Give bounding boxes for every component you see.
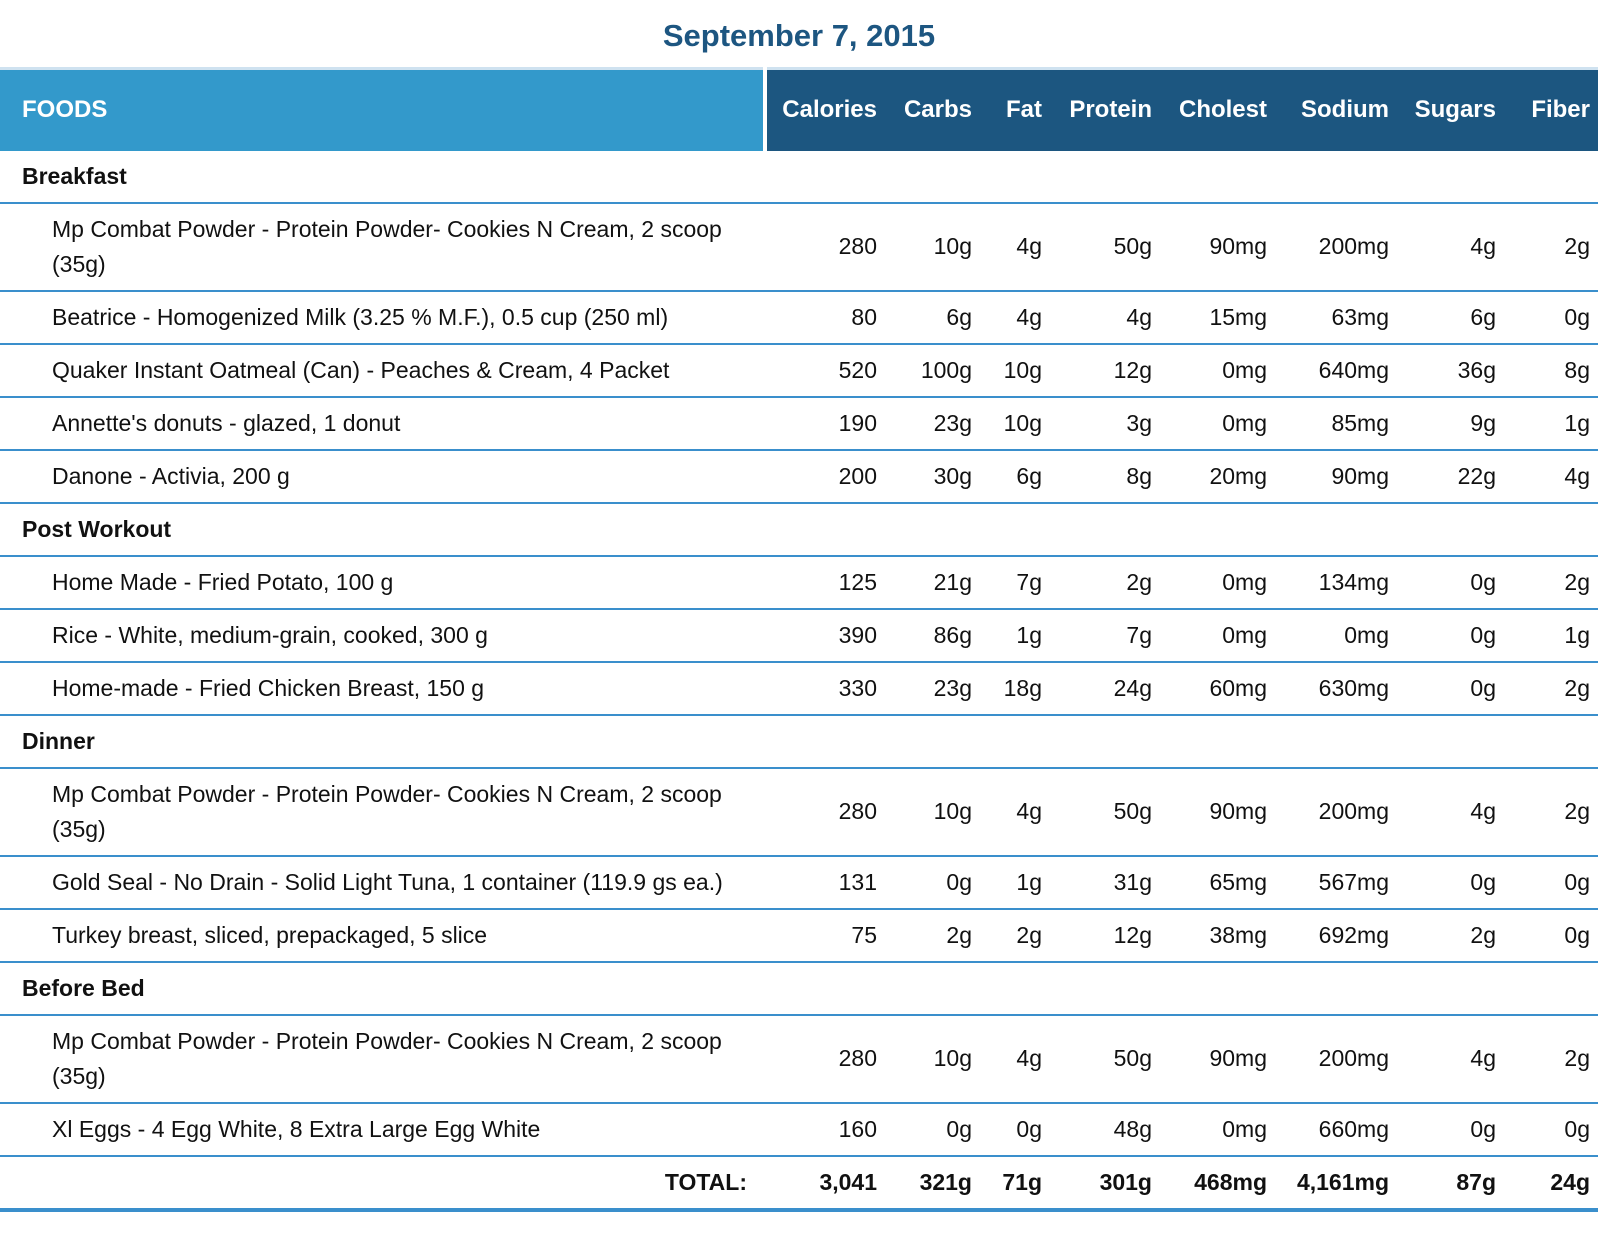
cell-protein: 4g: [1126, 303, 1152, 330]
cell-cholest: 0mg: [1222, 568, 1267, 595]
table-row: [0, 1103, 1598, 1156]
table-row: [0, 203, 1598, 291]
header-cholest: Cholest: [1160, 69, 1275, 151]
total-carbs: 321g: [919, 1168, 972, 1195]
header-calories: Calories: [765, 69, 885, 151]
cell-protein: 8g: [1126, 462, 1152, 489]
table-row: [0, 909, 1598, 962]
cell-sodium: 200mg: [1318, 233, 1389, 259]
food-name: Home Made - Fried Potato, 100 g: [52, 568, 394, 595]
cell-fat: 1g: [1016, 868, 1042, 895]
cell-fat: 2g: [1016, 921, 1042, 948]
cell-calories: 75: [851, 921, 877, 948]
cell-sugars: 0g: [1470, 621, 1496, 648]
cell-cholest: 90mg: [1209, 233, 1267, 259]
total-sodium: 4,161mg: [1296, 1168, 1389, 1195]
table-body: [0, 151, 1598, 1156]
cell-protein: 7g: [1126, 621, 1152, 648]
cell-fat: 10g: [1003, 409, 1042, 436]
food-name: Quaker Instant Oatmeal (Can) - Peaches & Cream, 4 Packet: [52, 356, 670, 383]
page-title: September 7, 2015: [662, 18, 936, 53]
meal-section-header: [0, 962, 1598, 1015]
cell-sugars: 6g: [1470, 303, 1496, 330]
cell-calories: 125: [838, 568, 877, 595]
cell-sugars: 0g: [1470, 674, 1496, 701]
cell-fat: 4g: [1016, 1045, 1042, 1071]
total-calories: 3,041: [819, 1168, 877, 1195]
cell-sugars: 0g: [1470, 568, 1496, 595]
cell-fat: 4g: [1016, 303, 1042, 330]
cell-cholest: 65mg: [1209, 868, 1267, 895]
meal-name: Post Workout: [22, 515, 172, 542]
cell-sodium: 200mg: [1318, 1045, 1389, 1071]
cell-sodium: 567mg: [1318, 868, 1389, 895]
total-cholest: 468mg: [1194, 1168, 1267, 1195]
cell-protein: 50g: [1113, 233, 1152, 259]
cell-carbs: 10g: [933, 233, 972, 259]
cell-sugars: 0g: [1470, 1115, 1496, 1142]
cell-carbs: 10g: [933, 798, 972, 824]
cell-sodium: 0mg: [1344, 621, 1389, 648]
header-foods: FOODS: [0, 69, 765, 151]
cell-fiber: 2g: [1564, 674, 1590, 701]
cell-fiber: 2g: [1564, 233, 1590, 259]
meal-name: Before Bed: [22, 974, 145, 1001]
cell-sugars: 2g: [1470, 921, 1496, 948]
cell-fiber: 8g: [1564, 356, 1590, 383]
cell-sugars: 4g: [1470, 1045, 1496, 1071]
cell-fiber: 0g: [1564, 303, 1590, 330]
cell-fiber: 2g: [1564, 568, 1590, 595]
table-row: [0, 291, 1598, 344]
cell-sodium: 63mg: [1331, 303, 1389, 330]
header-sodium: Sodium: [1275, 69, 1397, 151]
cell-sugars: 0g: [1470, 868, 1496, 895]
header-fiber: Fiber: [1504, 69, 1598, 151]
cell-calories: 280: [838, 798, 877, 824]
cell-carbs: 100g: [920, 356, 972, 383]
table-row: [0, 556, 1598, 609]
cell-carbs: 0g: [946, 868, 972, 895]
table-row: [0, 450, 1598, 503]
meal-name: Breakfast: [22, 162, 127, 189]
header-fat: Fat: [980, 69, 1050, 151]
cell-calories: 330: [838, 674, 877, 701]
cell-fat: 7g: [1016, 568, 1042, 595]
cell-sodium: 692mg: [1318, 921, 1389, 948]
cell-fiber: 0g: [1564, 1115, 1590, 1142]
cell-cholest: 20mg: [1209, 462, 1267, 489]
table-row: [0, 344, 1598, 397]
cell-calories: 131: [838, 868, 877, 895]
food-diary-table: [0, 67, 1598, 1212]
cell-sodium: 85mg: [1331, 409, 1389, 436]
table-row: [0, 856, 1598, 909]
cell-cholest: 0mg: [1222, 621, 1267, 648]
cell-cholest: 90mg: [1209, 1045, 1267, 1071]
table-row: [0, 1015, 1598, 1103]
cell-protein: 3g: [1126, 409, 1152, 436]
food-name: Xl Eggs - 4 Egg White, 8 Extra Large Egg White: [52, 1115, 541, 1142]
cell-fat: 6g: [1016, 462, 1042, 489]
cell-calories: 280: [838, 233, 877, 259]
cell-protein: 24g: [1113, 674, 1152, 701]
cell-cholest: 0mg: [1222, 1115, 1267, 1142]
total-fat: 71g: [1002, 1168, 1042, 1195]
cell-protein: 50g: [1113, 1045, 1152, 1071]
cell-fiber: 4g: [1564, 462, 1590, 489]
cell-carbs: 23g: [933, 674, 972, 701]
food-name: Gold Seal - No Drain - Solid Light Tuna, 1 container (119.9 gs ea.): [52, 868, 723, 895]
cell-fiber: 1g: [1564, 409, 1590, 436]
cell-cholest: 60mg: [1209, 674, 1267, 701]
cell-calories: 390: [838, 621, 877, 648]
cell-sodium: 660mg: [1318, 1115, 1389, 1142]
meal-section-header: [0, 715, 1598, 768]
cell-calories: 160: [838, 1115, 877, 1142]
food-name: Danone - Activia, 200 g: [52, 462, 290, 489]
table-row: [0, 768, 1598, 856]
cell-cholest: 15mg: [1209, 303, 1267, 330]
cell-calories: 80: [851, 303, 877, 330]
header-protein: Protein: [1050, 69, 1160, 151]
food-name: Mp Combat Powder - Protein Powder- Cookies N Cream, 2 scoop (35g): [52, 780, 722, 842]
cell-carbs: 21g: [933, 568, 972, 595]
cell-sodium: 134mg: [1318, 568, 1389, 595]
cell-fiber: 0g: [1564, 868, 1590, 895]
cell-sodium: 640mg: [1318, 356, 1389, 383]
cell-sugars: 22g: [1457, 462, 1496, 489]
food-name: Turkey breast, sliced, prepackaged, 5 slice: [52, 921, 488, 948]
meal-section-header: [0, 151, 1598, 203]
cell-protein: 50g: [1113, 798, 1152, 824]
cell-fiber: 0g: [1564, 921, 1590, 948]
cell-calories: 190: [838, 409, 877, 436]
cell-carbs: 86g: [933, 621, 972, 648]
cell-sugars: 36g: [1457, 356, 1496, 383]
cell-protein: 2g: [1126, 568, 1152, 595]
table-row: [0, 609, 1598, 662]
cell-protein: 48g: [1113, 1115, 1152, 1142]
total-protein: 301g: [1099, 1168, 1152, 1195]
food-name: Mp Combat Powder - Protein Powder- Cookies N Cream, 2 scoop (35g): [52, 215, 722, 277]
meal-name: Dinner: [22, 727, 95, 754]
cell-carbs: 6g: [946, 303, 972, 330]
cell-sodium: 200mg: [1318, 798, 1389, 824]
cell-fat: 4g: [1016, 233, 1042, 259]
food-name: Rice - White, medium-grain, cooked, 300 g: [52, 621, 488, 648]
total-fiber: 24g: [1550, 1168, 1590, 1195]
cell-carbs: 30g: [933, 462, 972, 489]
cell-fat: 0g: [1016, 1115, 1042, 1142]
cell-sugars: 4g: [1470, 233, 1496, 259]
food-name: Beatrice - Homogenized Milk (3.25 % M.F.), 0.5 cup (250 ml): [52, 303, 669, 330]
cell-carbs: 10g: [933, 1045, 972, 1071]
cell-cholest: 0mg: [1222, 356, 1267, 383]
food-name: Annette's donuts - glazed, 1 donut: [52, 409, 401, 436]
header-sugars: Sugars: [1397, 69, 1504, 151]
cell-fiber: 1g: [1564, 621, 1590, 648]
cell-carbs: 2g: [946, 921, 972, 948]
cell-protein: 12g: [1113, 356, 1152, 383]
cell-fiber: 2g: [1564, 798, 1590, 824]
cell-cholest: 90mg: [1209, 798, 1267, 824]
table-row: [0, 397, 1598, 450]
cell-fat: 10g: [1003, 356, 1042, 383]
cell-sodium: 90mg: [1331, 462, 1389, 489]
header-carbs: Carbs: [885, 69, 980, 151]
cell-fat: 4g: [1016, 798, 1042, 824]
total-row: [0, 1156, 1598, 1210]
cell-calories: 200: [838, 462, 877, 489]
food-name: Home-made - Fried Chicken Breast, 150 g: [52, 674, 485, 701]
food-name: Mp Combat Powder - Protein Powder- Cookies N Cream, 2 scoop (35g): [52, 1027, 722, 1089]
total-sugars: 87g: [1456, 1168, 1496, 1195]
cell-cholest: 38mg: [1209, 921, 1267, 948]
cell-protein: 12g: [1113, 921, 1152, 948]
table-header: [0, 69, 1598, 151]
cell-sugars: 4g: [1470, 798, 1496, 824]
cell-carbs: 0g: [946, 1115, 972, 1142]
cell-cholest: 0mg: [1222, 409, 1267, 436]
cell-sugars: 9g: [1470, 409, 1496, 436]
cell-calories: 280: [838, 1045, 877, 1071]
cell-carbs: 23g: [933, 409, 972, 436]
cell-fat: 18g: [1003, 674, 1042, 701]
cell-sodium: 630mg: [1318, 674, 1389, 701]
total-label: TOTAL:: [664, 1168, 747, 1195]
cell-fiber: 2g: [1564, 1045, 1590, 1071]
cell-fat: 1g: [1016, 621, 1042, 648]
cell-calories: 520: [838, 356, 877, 383]
cell-protein: 31g: [1113, 868, 1152, 895]
table-row: [0, 662, 1598, 715]
meal-section-header: [0, 503, 1598, 556]
